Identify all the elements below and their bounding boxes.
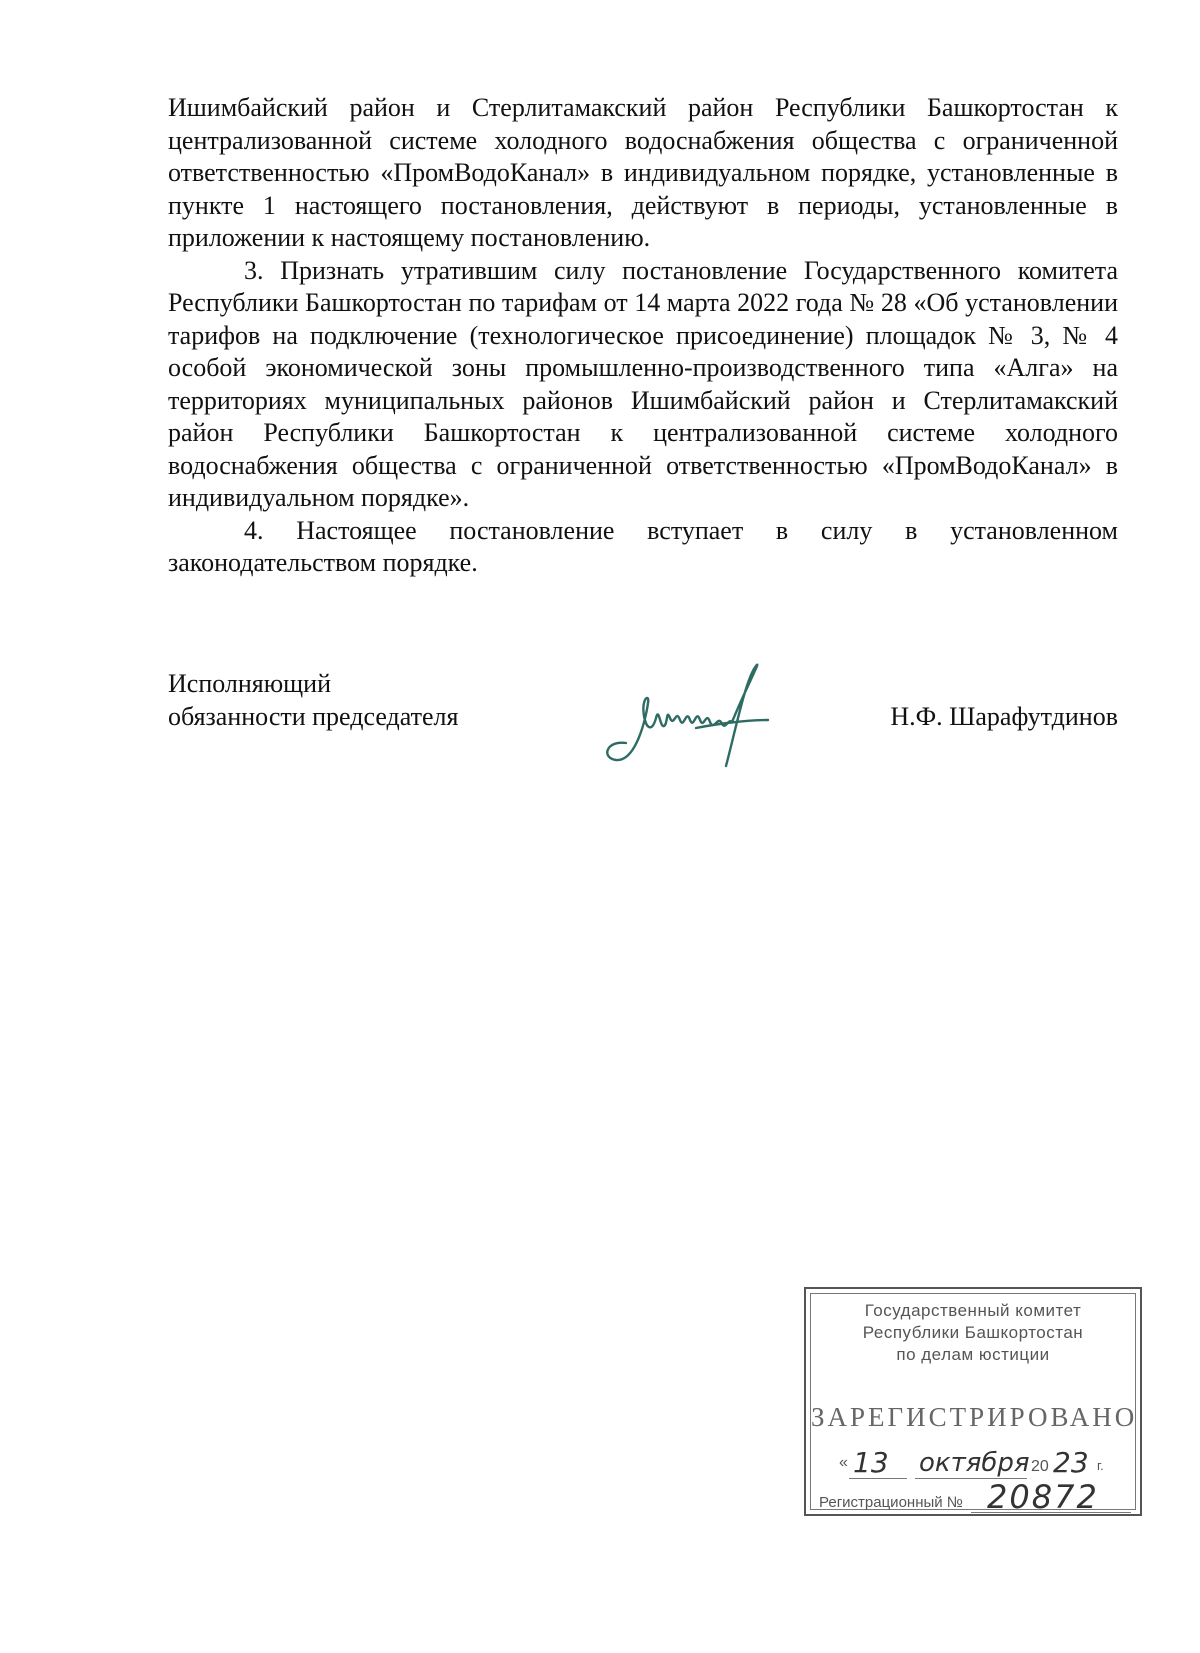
signatory-name: Н.Ф. Шарафутдинов <box>890 701 1118 731</box>
stamp-date-open-quote: « <box>839 1454 848 1471</box>
stamp-date-year-unit: г. <box>1097 1458 1104 1473</box>
stamp-org-line2: Республики Башкортостан <box>862 1323 1084 1342</box>
stamp-status: ЗАРЕГИСТРИРОВАНО <box>811 1402 1138 1432</box>
signatory-position-line2: обязанности председателя <box>168 701 459 731</box>
signature-block <box>168 668 1118 788</box>
stamp-org-line3: по делам юстиции <box>896 1345 1050 1364</box>
stamp-reg-number-label: Регистрационный № <box>819 1494 963 1511</box>
registration-stamp <box>804 1287 1142 1516</box>
stamp-date-year-suffix: 23 <box>1053 1446 1089 1479</box>
paragraph-continuation: Ишимбайский район и Стерлитамакский район Республики Башкортостан к централизованной системе холодного водоснабжения общества с ограниченной ответственностью «ПромВодоКанал» в индивидуальном порядке, установленные в пункте 1 настоящего постановления, действуют в периоды, установленные в приложении к настоящему постановлению. <box>168 93 1118 252</box>
stamp-date-day-underline <box>849 1478 907 1479</box>
paragraph-4: 4. Настоящее постановление вступает в силу в установленном законодательством порядке. <box>168 515 1118 577</box>
signatory-position-line1: Исполняющий <box>168 669 332 698</box>
document-body <box>168 92 1118 580</box>
stamp-date-month: октября <box>919 1448 1030 1478</box>
stamp-reg-number-value: 20872 <box>987 1478 1099 1516</box>
stamp-registration-number <box>817 1478 1137 1516</box>
signatory-position <box>168 668 458 733</box>
paragraph-3: 3. Признать утратившим силу постановление Государственного комитета Республики Башкортостан по тарифам от 14 марта 2022 года № 28 «Об установлении тарифов на подключение (технологическое присоединение) площадок № 3, № 4 особой экономической зоны промышленно-производственного типа «Алга» на территориях муниципальных районов Ишимбайский район и Стерлитамакский район Республики Башкортостан к централизованной системе холодного водоснабжения общества с ограниченной ответственностью «ПромВодоКанал» в индивидуальном порядке». <box>168 255 1118 512</box>
stamp-reg-number-underline <box>971 1512 1131 1513</box>
stamp-date-day: 13 <box>853 1446 889 1479</box>
stamp-date-year-prefix: 20 <box>1031 1458 1049 1475</box>
stamp-inner-border <box>810 1293 1138 1516</box>
stamp-org-line1: Государственный комитет <box>864 1301 1082 1320</box>
handwritten-signature <box>586 648 776 773</box>
